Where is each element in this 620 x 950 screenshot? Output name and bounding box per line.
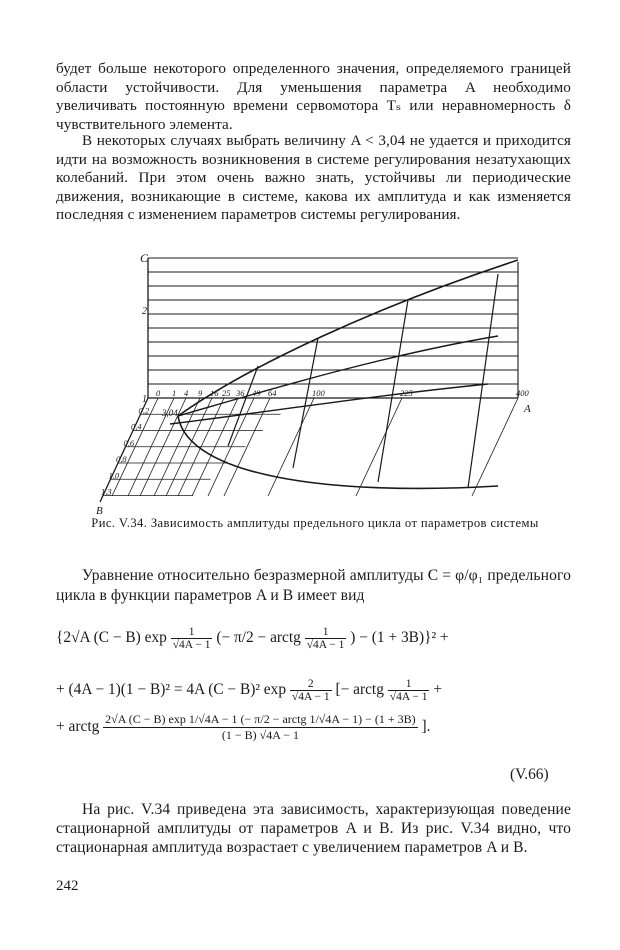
- boundary-curve: [178, 416, 498, 488]
- paragraph-text: будет больше некоторого определенного значения, определяемого границей области устойчивости. Для уменьшения параметра A необходимо увеличивать постоянную времени сервомотора Tₛ или неравномерность δ чувствительного элемента.: [56, 60, 571, 133]
- surface-connector: [468, 274, 498, 488]
- a-tick-label: 225: [400, 388, 413, 398]
- a-tick-label: 400: [516, 388, 529, 398]
- eq-part: (− π/2 − arctg: [216, 629, 301, 647]
- axis-c-label: C: [140, 251, 149, 265]
- equation-line-2: [56, 678, 571, 703]
- eq-part: [− arctg: [335, 681, 384, 699]
- paragraph-text: Уравнение относительно безразмерной амплитуды C = φ/φ₁ предельного цикла в функции параметров A и B имеет вид: [56, 567, 571, 604]
- eq-fraction: $\frac{1}{√4A - 1}$: [172, 626, 211, 651]
- a-tick-label: 9: [198, 388, 203, 398]
- b-tick-label: 1,0: [108, 470, 120, 481]
- b-tick-label: 0,8: [116, 454, 127, 464]
- paragraph-text: В некоторых случаях выбрать величину A < 3,04 не удается и приходится идти на возможность возникновения в системе регулирования незатухающих колебаний. При этом очень важно знать, устойчивы ли периодические движения, возникающие в системе, какова их амплитуда и как изменяется последняя с изменением параметров системы регулирования.: [56, 132, 571, 224]
- a-tick-label: 64: [268, 388, 277, 398]
- paragraph-intro: [56, 60, 571, 134]
- figure-caption: [60, 516, 570, 531]
- grid-line-a: [356, 398, 402, 496]
- a-axis-ticks: [156, 388, 530, 398]
- b-tick-label: 0,4: [131, 421, 142, 432]
- equation-number: (V.66): [510, 766, 549, 783]
- equation-line-3: [56, 712, 571, 743]
- a-tick-label: 4: [184, 388, 189, 398]
- page-number: 242: [56, 878, 79, 894]
- axis-a-label: A: [524, 403, 531, 415]
- a-tick-label: 100: [312, 388, 325, 398]
- axis-b-label: B: [96, 505, 103, 514]
- figure-v34-surface-plot: [78, 246, 558, 514]
- surface-connector: [293, 338, 318, 468]
- paragraph-oscillations: [56, 132, 571, 225]
- figure-curves: [170, 260, 518, 488]
- a-tick-label: 1: [172, 388, 177, 398]
- c-tick-1: 1: [142, 394, 147, 405]
- a-tick-label: 0: [156, 388, 161, 398]
- paragraph-text: На рис. V.34 приведена эта зависимость, характеризующая поведение стационарной амплитуды от параметров A и B. Из рис. V.34 видно, что стационарная амплитуда возрастает с увеличением параметров A и B.: [56, 801, 571, 857]
- eq-part: + (4A − 1)(1 − B)² = 4A (C − B)² exp: [56, 681, 287, 699]
- eq-fraction: $\frac{2}{√4A - 1}$: [291, 678, 330, 703]
- equation-line-1: [56, 626, 571, 651]
- a-tick-label: 49: [252, 388, 261, 398]
- a-tick-label: 16: [210, 388, 219, 398]
- surface-curve-mid: [178, 336, 498, 416]
- eq-fraction: $\frac{1}{√4A - 1}$: [389, 678, 428, 703]
- marker-label: 3,04: [162, 408, 178, 418]
- paragraph-conclusion: [56, 800, 571, 858]
- b-tick-label: 0,6: [123, 437, 135, 448]
- c-tick-2: 2: [142, 306, 147, 317]
- eq-part: ].: [421, 718, 431, 736]
- paragraph-equation-intro: [56, 566, 571, 606]
- eq-fraction-large: 2√A (C − B) exp 1/√4A − 1 (− π/2 − arctg 1/√4A − 1) − (1 + 3B) (1 − B) √4A − 1: [105, 712, 416, 742]
- eq-part: + arctg: [56, 718, 100, 736]
- a-tick-label: 25: [222, 388, 231, 398]
- caption-text: Рис. V.34. Зависимость амплитуды предельного цикла от параметров системы: [91, 516, 539, 530]
- eq-fraction: $\frac{1}{√4A - 1}$: [306, 626, 345, 651]
- eq-part: +: [433, 681, 443, 699]
- eq-part: ) − (1 + 3B)}² +: [350, 629, 449, 647]
- b-tick-label: 0,2: [138, 405, 150, 416]
- b-tick-label: 1,3: [101, 486, 112, 497]
- eq-part: {2√A (C − B) exp: [56, 629, 167, 647]
- figure-grid: [100, 258, 518, 502]
- a-tick-label: 36: [236, 388, 245, 398]
